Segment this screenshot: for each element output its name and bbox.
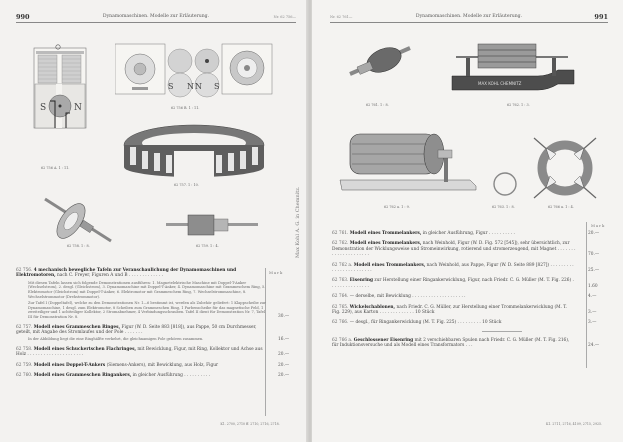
figure-62762-weinhold-model-illustration [448,40,578,92]
figure-caption: 62 756 A. 1 : 11. [41,166,70,170]
price: 20.— [588,231,600,236]
entry-description: Zur Tafel I (Doppeltafel), welche zu den Demonstrationen Nr. 1—6 bestimmt ist, werden als Zubehör geliefert: 1 Klappscheibe zur Dynamomaschine, 1 desgl. zum Elektromotor, 8 Scheiben zum Grammeschen Ring, 1 Farbenscheibe für das magnetische Feld, 1 zweiteiliger und 1 achtteiliger Kollektor, 2 Stromabnehmer, 4 Verbindungsschrauben. Tafel II dient für Demonstration Nr. 7, Tafel III für Demonstration Nr. 8. [28,301,266,319]
price: 30.— [278,314,290,320]
price: 20.— [278,373,290,379]
right-page-header [330,14,608,23]
svg-text:N: N [74,103,82,113]
figure-caption: 62 759. 1 : 4. [196,244,219,248]
item-range: Nr. 62 756— [273,15,296,19]
price-column-header: Mark [591,223,606,228]
catalog-entry-62759: 62 759. Modell eines Doppel-T-Ankers (Siemens-Ankers), mit Bewicklung, aus Holz, Figur 20.— [16,363,302,368]
figure-62757-ring-illustration [122,123,266,179]
item-range: Nr. 62 761— [330,15,353,19]
price: 25.— [588,268,600,274]
price: 24.— [588,343,600,349]
price: 20.— [278,362,290,368]
running-title: Dynamomaschinen. Modelle zur Erläuterung. [415,14,523,19]
publisher-imprint: Max Kohl A. G. in Chemnitz. [295,186,301,258]
catalog-entry-62763: 62 763. Eisenring zur Herstellung einer Ringankerwicklung, Figur, nach Friedr. C. G. Müller (M. T. Fig. 226) . . . . . . . . . . . . . . . 1.60 [332,278,612,289]
svg-text:N: N [195,82,202,91]
catalog-entry-62756: 62 756. 4 mechanisch bewegliche Tafeln zur Veranschaulichung der Dynamomaschinen und Elektromotoren, nach C. Freyer, Figuren A und B . . . . . . . . . . . . . 30.— Mit diesen Tafeln lassen sich folgende Demonstrationen ausführen: 1. Magnetelektrische Maschine mit Doppel-T-Anker (Wechselstrom), 2. desgl. (Gleichstrom), 3. Dynamomaschine mit Doppel-T-Anker, 4. Dynamomaschine mit Grammeschem Ring, 5. Elektromotor (Gleichstrom) mit Doppel-T-Anker, 6. Elektromotor mit Grammeschem Ring, 7. Wechselstrommaschine, 8. Wechselstrommotor (Drehstrommotor). Zur Tafel I (Doppeltafel), welche zu den Demonstrationen Nr. 1—6 bestimmt ist, werden als Zubehör geliefert: 1 Klappscheibe zur Dynamomaschine, 1 desgl. zum Elektromotor, 8 Scheiben zum Grammeschen Ring, 1 Farbenscheibe für das magnetische Feld, 1 zweiteiliger und 1 achtteiliger Kollektor, 2 Stromabnehmer, 4 Verbindungsschrauben. Tafel II dient für Demonstration Nr. 7, Tafel III für Demonstration Nr. 8. [16,268,302,320]
left-entry-list [16,268,302,384]
figure-caption: 62 766 a. 1 : 4. [548,205,574,209]
section-divider [482,331,522,332]
catalog-entry-62762a: 62 762 a. Modell eines Trommelankers, nach Weinhold, aus Pappe, Figur (W. D. Seite 889 [827]) . . . . . . . . . . . . . . . . . . . . . . . . 25.— [332,263,612,274]
figure-62758-flat-ring-illustration [43,195,113,245]
svg-text:S: S [214,82,220,91]
entry-description: Mit diesen Tafeln lassen sich folgende Demonstrationen ausführen: 1. Magnetelektrische Maschine mit Doppel-T-Anker (Wechselstrom), 2. desgl. (Gleichstrom), 3. Dynamomaschine mit Doppel-T-Anker, 4. Dynamomaschine mit Grammeschem Ring, 5. Elektromotor (Gleichstrom) mit Doppel-T-Anker, 6. Elektromotor mit Grammeschem Ring, 7. Wechselstrommaschine, 8. Wechselstrommotor (Drehstrommotor). [28,280,266,299]
figure-caption: 62 763. 1 : 8. [492,205,515,209]
catalog-entry-62765: 62 765. Wickelschablonen, nach Friedr. C. G. Müller, zur Herstellung einer Trommelankerwicklung (M. T. Fig. 229), aus Karton . . . . . . . . . . . . . 10 Stück 3.— [332,305,612,316]
catalog-entry-62758: 62 758. Modell eines Schuckertschen Flachringes, mit Bewicklung, Figur, mit Ring, Kollektor und Achse aus Holz . . . . . . . . . . . . . . . . . . . . . 20.— [16,347,302,358]
figure-caption: 62 756 B. 1 : 11. [171,106,200,110]
price: 3.— [588,310,597,316]
figure-caption: 62 762. 1 : 3. [507,103,530,107]
catalog-entry-62766: 62 766. — desgl., für Ringankerwicklung (M. T. Fig. 225) . . . . . . . . . 10 Stück 3.— [332,320,612,325]
price: 4.— [588,294,597,300]
figure-caption: 62 757. 1 : 10. [174,183,199,187]
figure-62766a-ring-coils-illustration [532,136,598,200]
catalog-entry-62764: 62 764. — derselbe, mit Bewicklung . . . . . . . . . . . . . . . . . . . . 4.— [332,294,612,299]
price: 70.— [588,252,600,258]
figure-62763-iron-ring-illustration [492,171,518,197]
quantity: 10 Stück [415,310,435,316]
quantity: 10 Stück [482,320,502,326]
base-label: MAX KOHL CHEMNITZ [478,81,522,86]
page-number: 991 [594,13,608,21]
svg-text:S: S [40,103,47,113]
figure-62756a-panel-illustration [33,44,87,132]
right-page [312,0,623,442]
catalog-entry-62766a: 62 766 a. Geschlossener Eisenring mit 2 verschiebbaren Spulen nach Friedr. C. G. Müller (M. T. Fig. 216), für Induktionsversuche und als Modell eines Transformators . . . 24.— [332,338,612,349]
footer-references: K1. 2711, 2716, 4109, 2715, 2925. [545,422,603,426]
figure-caption: 62 758. 1 : 8. [67,244,90,248]
svg-text:N: N [187,82,194,91]
svg-text:S: S [168,82,174,91]
price: 3.— [588,320,597,326]
figure-62761-drum-armature-illustration [348,42,412,78]
catalog-entry-62760: 62 760. Modell eines Grammeschen Ringankers, in gleicher Ausführung . . . . . . . . . . 20.— [16,373,302,378]
price-column-header: Mark [269,270,284,275]
entry-description: In der Abbildung liegt die eine Ringhälfte verkehrt, die gleichnamigen Pole gehören zusammen. [28,337,204,342]
catalog-entry-62762: 62 762. Modell eines Trommelankers, nach Weinhold, Figur (W. D. Fig. 572 [545]), sehr übersichtlich, zur Demonstration der Wicklungsweise und Stromeinwirkung, rotierend und stromerzeugend, mit Magnet . . . . . . . . . . . . . . . . . . . . . 70.— [332,241,612,257]
figure-62762a-drum-model-illustration [338,128,478,194]
price: 1.60 [588,283,598,289]
figure-caption: 62 762 a. 1 : 9. [384,205,410,209]
catalog-entry-62757: 62 757. Modell eines Grammeschen Ringes, Figur (W. D. Seite 883 [818]), aus Pappe, 50 cm Durchmesser, geteilt, mit Angabe des Stromlaufes und der Pole . . . . . . . 16.— In der Abbildung liegt die eine Ringhälfte verkehrt, die gleichnamigen Pole gehören zusammen. [16,325,302,342]
price: 20.— [278,352,290,358]
price: 16.— [278,336,290,342]
page-number: 990 [16,13,30,21]
figure-62759-double-t-illustration [166,213,258,237]
figure-62756b-disc-illustration [115,43,273,99]
running-title: Dynamomaschinen. Modelle zur Erläuterung. [102,14,210,19]
right-entry-list [332,231,612,354]
catalog-entry-62761: 62 761. Modell eines Trommelankers, in gleicher Ausführung, Figur . . . . . . . . . . 20.— [332,231,612,236]
left-page [0,0,308,442]
footer-references: K1. 2700, 2710 ff. 2710, 2716, 2718. [220,422,280,426]
figure-caption: 62 761. 1 : 8. [366,103,389,107]
left-page-header [16,14,296,23]
